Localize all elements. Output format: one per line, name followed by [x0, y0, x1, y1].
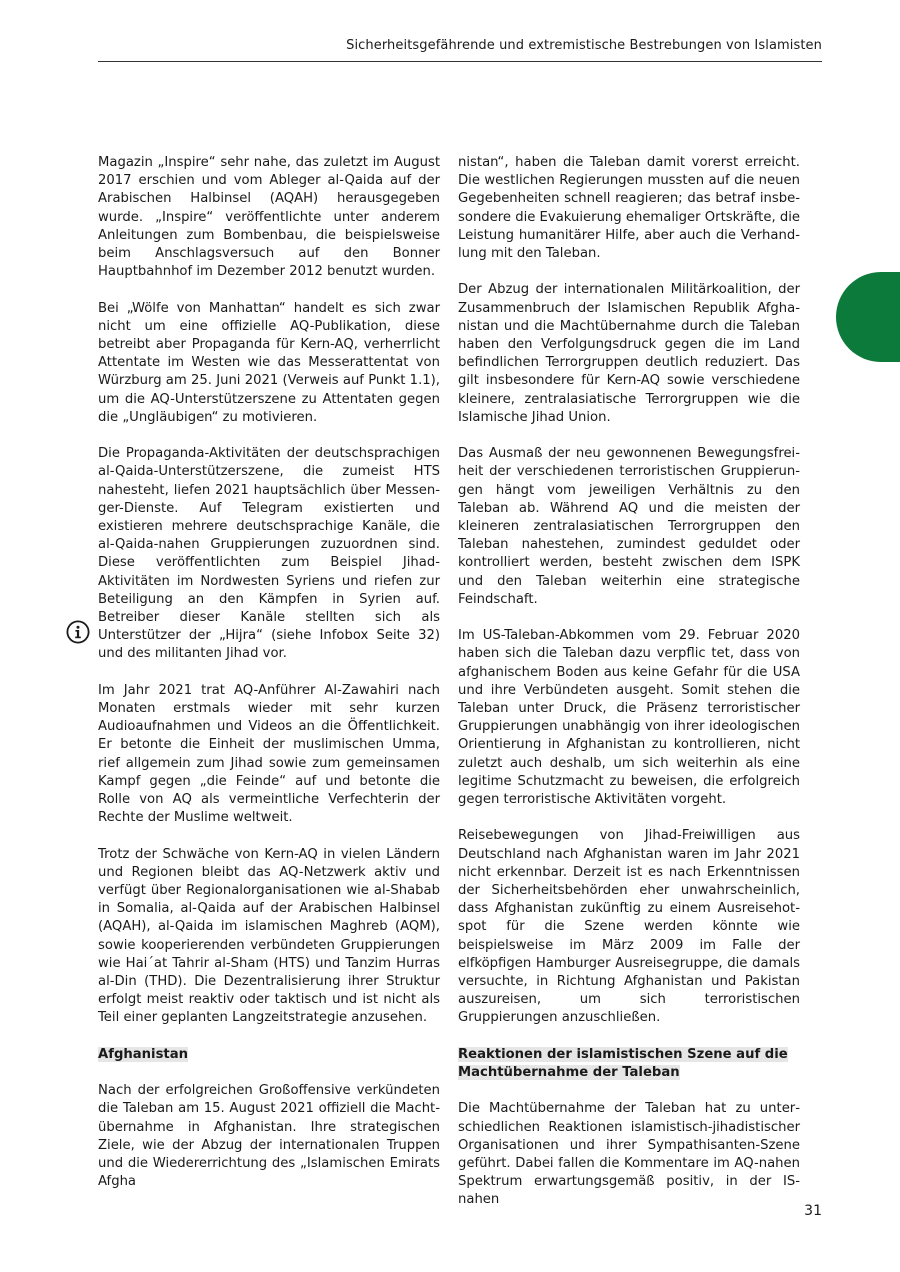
- paragraph: Im US-Taleban-Abkommen vom 29. Februar 2020 haben sich die Taleban dazu verpflic tet, dass von afghanischem Boden aus keine Gefahr für die USA und ihre Verbündeten ausgeht. Somit stehen die Taleban unter Druck, die Präsenz terroristischer Gruppierungen unabhängig von ihrer ideologischen Orientierung in Afghanistan zu kontrollieren, nicht zuletzt auch deshalb, um sich weiterhin als eine legitime Schutzmacht zu beweisen, die erfolgreich gegen terroristische Aktivitäten vorgeht.: [458, 628, 800, 808]
- paragraph: Trotz der Schwäche von Kern-AQ in vielen Ländern und Regionen bleibt das AQ-Netzwerk aktiv und verfügt über Regionalorganisationen wie al-Shabab in Somalia, al-Qaida auf der Arabischen Halbinsel (AQAH), al-Qaida im islamischen Maghreb (AQM), sowie kooperierenden verbündeten Gruppierungen wie Hai´at Tahrir al-Sham (HTS) und Tanzim Hurras al-Din (THD). Die Dezentralisierung ihrer Struktur erfolgt meist reaktiv oder taktisch und ist nicht als Teil einer geplanten Langzeitstrategie anzusehen.: [98, 846, 440, 1026]
- header-title: Sicherheitsgefährende und extremistische Bestrebungen von Islamisten: [346, 38, 822, 53]
- paragraph: Magazin „Inspire“ sehr nahe, das zuletzt im August 2017 erschien und vom Ableger al-Qaida auf der Arabischen Halbinsel (AQAH) herausgegeben wurde. „Inspire“ veröffentlichte unter anderem Anleitungen zum Bombenbau, die beispielsweise beim Anschlagsversuch auf den Bonner Hauptbahnhof im Dezember 2012 benutzt wurden.: [98, 155, 440, 280]
- paragraph: Die Propaganda-Aktivitäten der deutschsprachigen al-Qaida-Unterstützerszene, die zumeist HTS nahesteht, liefen 2021 hauptsächlich über Messenger-Dienste. Auf Telegram existierten und existieren mehrere deutschsprachige Kanäle, die al-Qaida-nahen Gruppierungen zuzuordnen sind. Diese veröffentlichten zum Beispiel Jihad-Aktivitäten im Nordwesten Syriens und riefen zur Beteiligung an den Kämpfen in Syrien auf. Betreiber dieser Kanäle stellten sich als Unterstützer der „Hijra“ (siehe Infobox Seite 32) und des militanten Jihad vor.: [98, 446, 440, 662]
- page-number: 31: [804, 1203, 822, 1219]
- paragraph: Das Ausmaß der neu gewonnenen Bewegungsfreiheit der verschiedenen terroristischen Gruppierungen hängt vom jeweiligen Verhältnis zu den Taleban ab. Während AQ und die meisten der kleineren zentralasiatischen Terrorgruppen den Taleban nahestehen, zumindest geduldet oder kontrolliert werden, besteht zwischen dem ISPK und den Taleban weiterhin eine strategische Feindschaft.: [458, 446, 800, 607]
- chapter-tab: [836, 272, 900, 362]
- header-rule: [98, 61, 822, 62]
- paragraph: Nach der erfolgreichen Großoffensive verkündeten die Taleban am 15. August 2021 offiziell die Machtübernahme in Afghanistan. Ihre strategischen Ziele, wie der Abzug der internationalen Truppen und die Wiedererrichtung des „Islamischen Emirats Afgha: [98, 1083, 440, 1190]
- section-heading-afghanistan: Afghanistan: [98, 1046, 189, 1062]
- paragraph: Bei „Wölfe von Manhattan“ handelt es sich zwar nicht um eine offizielle AQ-Publikation, diese betreibt aber Propaganda für Kern-AQ, verherrlicht Attentate im Westen wie das Messerattentat von Würzburg am 25. Juni 2021 (Verweis auf Punkt 1.1), um die AQ-Unterstützerszene zu Attentaten gegen die „Ungläubigen“ zu motivieren.: [98, 300, 440, 425]
- section-heading-reactions: Reaktionen der islamistischen Szene auf die Machtübernahme der Taleban: [458, 1046, 788, 1081]
- paragraph: Die Machtübernahme der Taleban hat zu unterschiedlichen Reaktionen islamistisch-jihadistischer Organisationen und ihrer Sympathisanten-Szene geführt. Dabei fallen die Kommentare im AQ-nahen Spektrum erwartungsgemäß positiv, in der IS-nahen: [458, 1101, 800, 1208]
- right-column: [458, 154, 800, 1228]
- paragraph: Der Abzug der internationalen Militärkoalition, der Zusammenbruch der Islamischen Republik Afghanistan und die Machtübernahme durch die Taleban haben den Verfolgungsdruck gegen die im Land befindlichen Terrorgruppen deutlich reduziert. Das gilt insbesondere für Kern-AQ sowie verschiedene kleinere, zentralasiatische Terrorgruppen wie die Islamische Jihad Union.: [458, 282, 800, 425]
- paragraph: Im Jahr 2021 trat AQ-Anführer Al-Zawahiri nach Monaten erstmals wieder mit sehr kurzen Audioaufnahmen und Videos an die Öffentlichkeit. Er betonte die Einheit der muslimischen Umma, rief allgemein zum Jihad sowie zum gemeinsamen Kampf gegen „die Feinde“ auf und betonte die Rolle von AQ als vermeintliche Verfechterin der Rechte der Muslime weltweit.: [98, 682, 440, 826]
- info-icon: [66, 620, 90, 644]
- left-column: [98, 154, 440, 1210]
- paragraph: Reisebewegungen von Jihad-Freiwilligen aus Deutschland nach Afghanistan waren im Jahr 2021 nicht erkennbar. Derzeit ist es nach Erkenntnissen der Sicherheitsbehörden eher unwahrscheinlich, dass Afghanistan zukünftig zu einem Ausreisehotspot für die Szene werden könnte wie beispielsweise im März 2009 im Falle der elfköpfigen Hamburger Ausreisegruppe, die damals versuchte, in Richtung Afghanistan und Pakistan auszureisen, um sich terroristischen Gruppierungen anzuschließen.: [458, 828, 800, 1026]
- paragraph: nistan“, haben die Taleban damit vorerst erreicht. Die westlichen Regierungen mussten auf die neuen Gegebenheiten schnell reagieren; das betraf insbesondere die Evakuierung ehemaliger Ortskräfte, die Leistung humanitärer Hilfe, aber auch die Verhandlung mit den Taleban.: [458, 155, 800, 262]
